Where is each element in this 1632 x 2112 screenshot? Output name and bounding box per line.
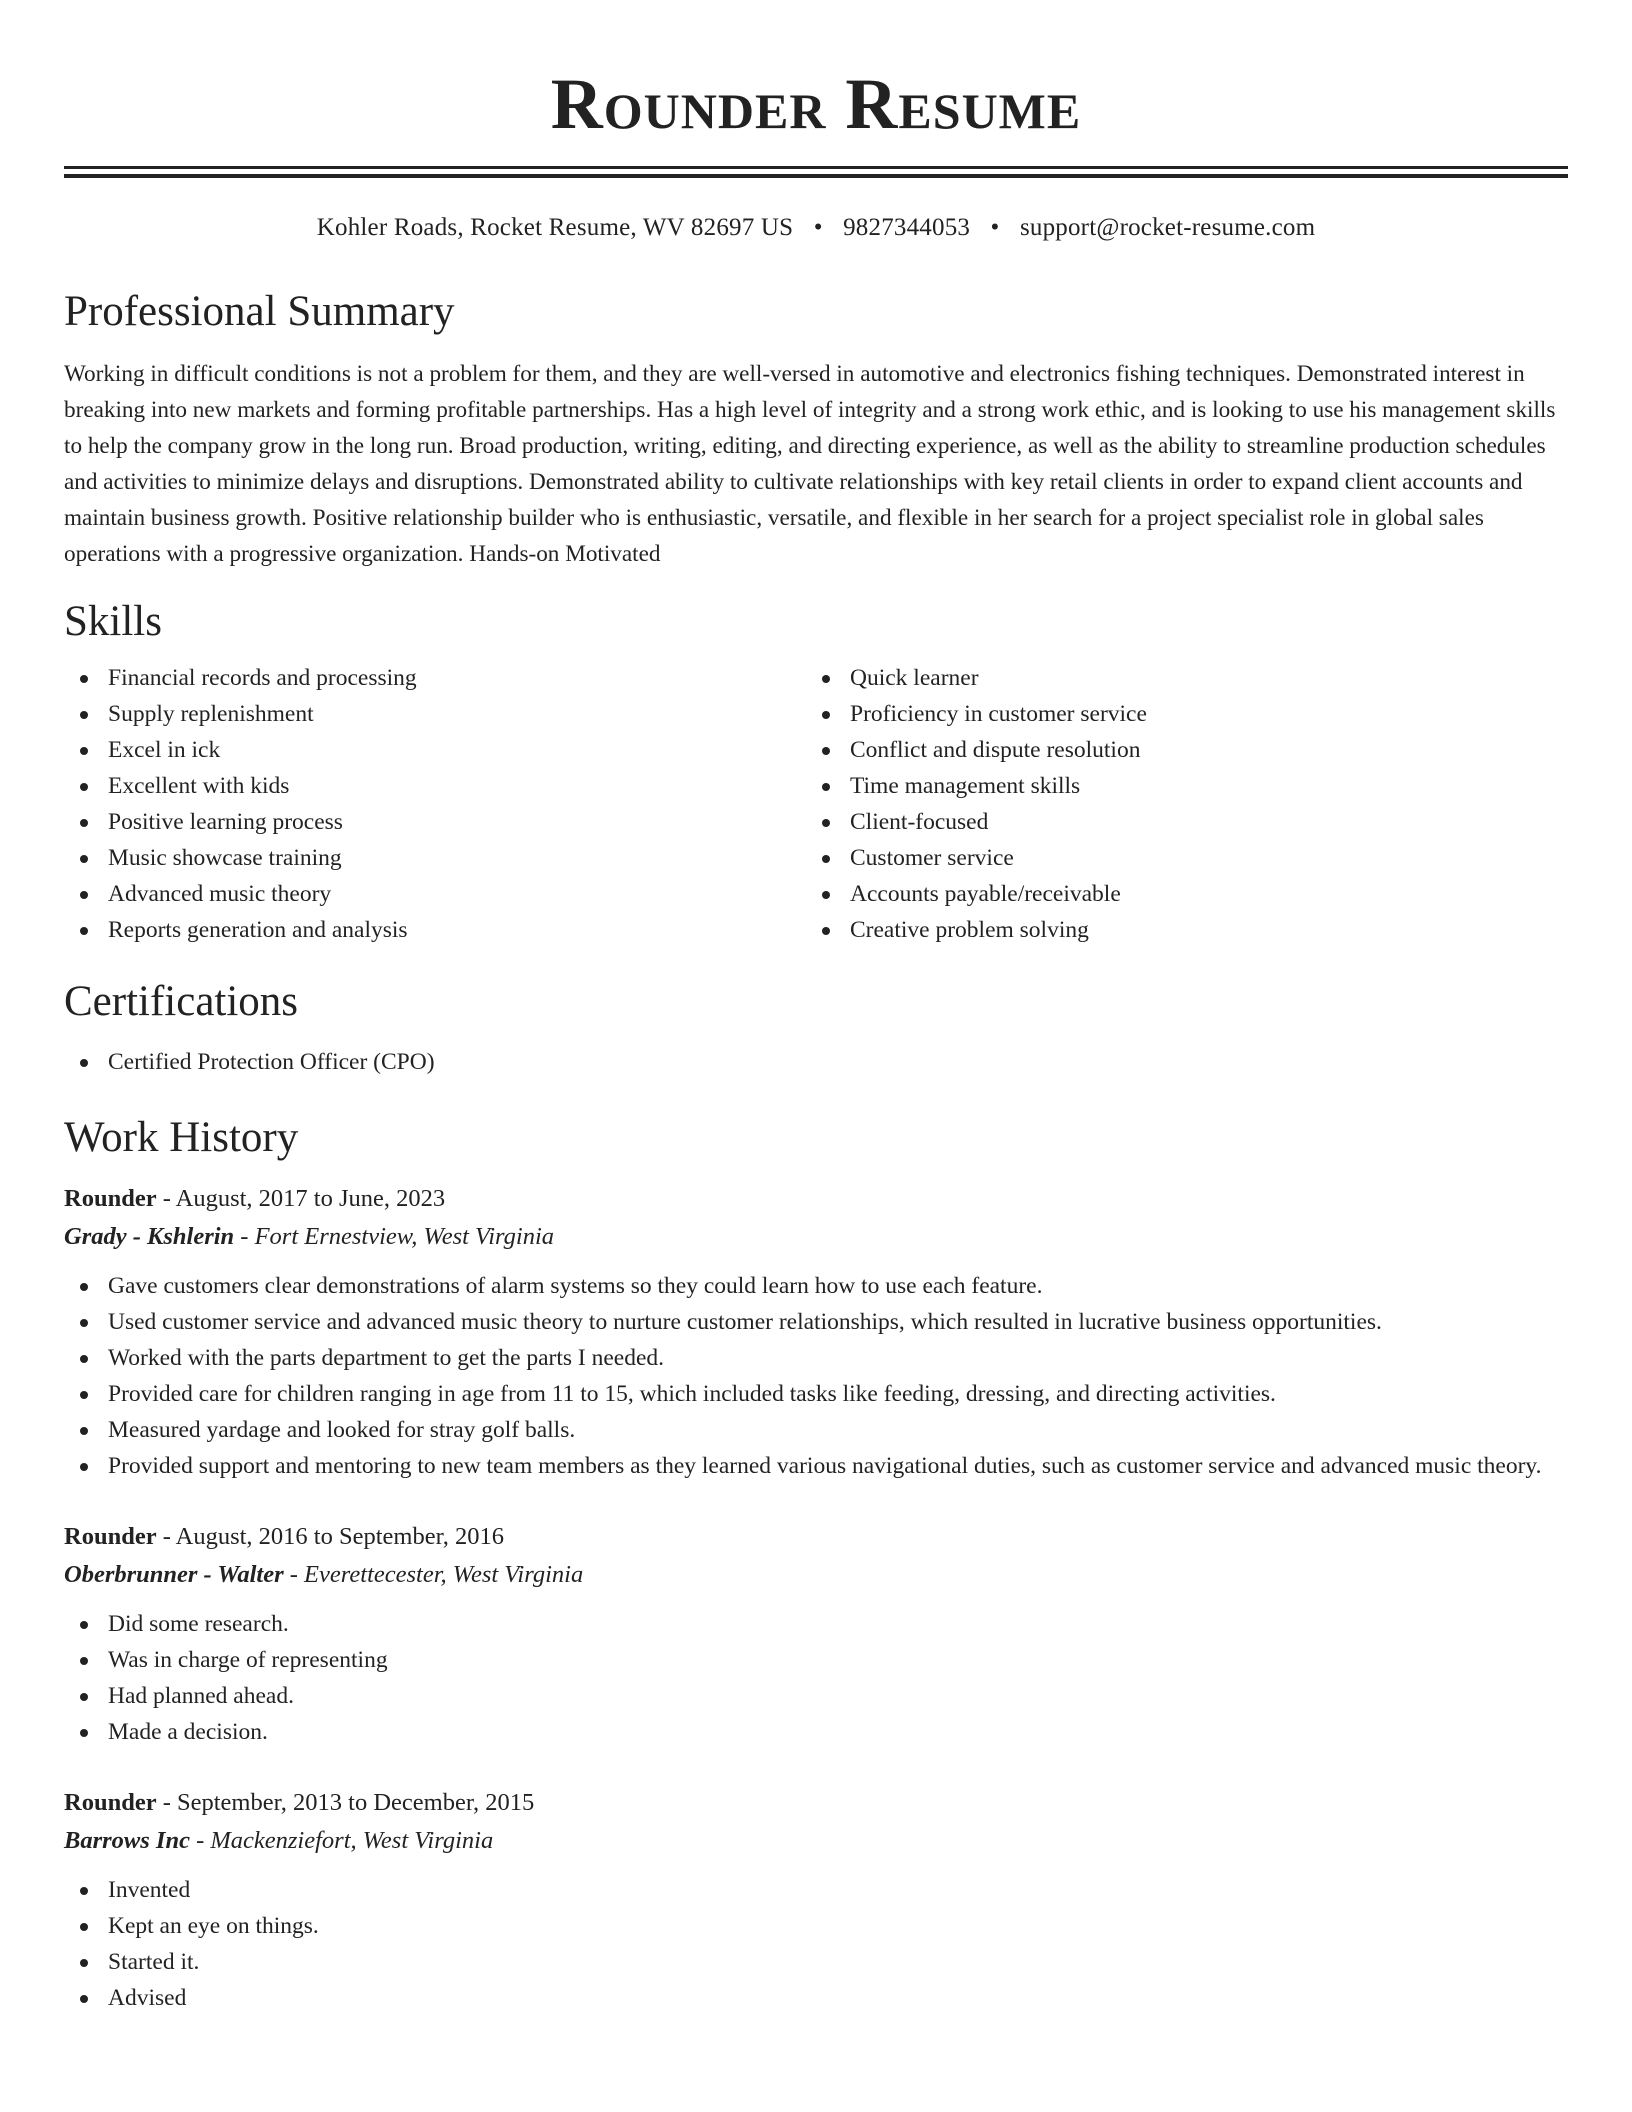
header-rule-bottom — [64, 174, 1568, 178]
resume-name: Rounder Resume — [550, 64, 1082, 144]
job-entry — [64, 1518, 1568, 1750]
job-duty: Provided care for children ranging in age from 11 to 15, which included tasks like feeding, dressing, and directing activities. — [64, 1376, 1568, 1412]
job-duty: Worked with the parts department to get the parts I needed. — [64, 1340, 1568, 1376]
skill-item: Creative problem solving — [806, 912, 1548, 948]
skill-item: Client-focused — [806, 804, 1548, 840]
job-employer — [64, 1556, 1568, 1594]
skill-item: Financial records and processing — [64, 660, 806, 696]
summary-heading: Professional Summary — [64, 288, 455, 335]
job-title: Rounder — [64, 1523, 157, 1550]
skills-left-list — [64, 660, 806, 948]
job-dates: - September, 2013 to December, 2015 — [156, 1789, 535, 1816]
skill-item: Reports generation and analysis — [64, 912, 806, 948]
contact-address: Kohler Roads, Rocket Resume, WV 82697 US — [316, 214, 794, 241]
job-duty: Advised — [64, 1980, 1568, 2016]
job-duty: Had planned ahead. — [64, 1678, 1568, 1714]
resume-content — [64, 0, 1568, 2016]
job-title: Rounder — [64, 1185, 157, 1212]
skills-heading: Skills — [64, 598, 162, 645]
job-duties-list — [64, 1872, 1568, 2016]
skill-item: Excel in ick — [64, 732, 806, 768]
skill-item: Proficiency in customer service — [806, 696, 1548, 732]
job-entry — [64, 1180, 1568, 1484]
job-location: - Mackenziefort, West Virginia — [189, 1827, 494, 1854]
contact-phone: 9827344053 — [843, 214, 971, 241]
skill-item: Quick learner — [806, 660, 1548, 696]
contact-email: support@rocket-resume.com — [1019, 214, 1316, 241]
skill-item: Supply replenishment — [64, 696, 806, 732]
contact-separator: • — [813, 214, 823, 241]
job-duties-list — [64, 1606, 1568, 1750]
job-duty: Did some research. — [64, 1606, 1568, 1642]
skill-item: Positive learning process — [64, 804, 806, 840]
job-employer — [64, 1218, 1568, 1256]
job-employer — [64, 1822, 1568, 1860]
header-rule-top — [64, 166, 1568, 169]
job-header — [64, 1518, 1568, 1556]
skill-item: Time management skills — [806, 768, 1548, 804]
job-company: Barrows Inc — [64, 1827, 190, 1854]
job-duty: Invented — [64, 1872, 1568, 1908]
job-dates: - August, 2016 to September, 2016 — [156, 1523, 505, 1550]
skill-item: Music showcase training — [64, 840, 806, 876]
job-duty: Used customer service and advanced music theory to nurture customer relationships, which resulted in lucrative business opportunities. — [64, 1304, 1568, 1340]
job-duty: Made a decision. — [64, 1714, 1568, 1750]
certifications-list — [64, 1044, 1568, 1080]
job-header — [64, 1180, 1568, 1218]
skills-right-list — [806, 660, 1548, 948]
job-location: - Everettecester, West Virginia — [283, 1561, 584, 1588]
certifications-heading: Certifications — [64, 978, 299, 1025]
skills-grid — [64, 660, 1568, 948]
job-duty: Gave customers clear demonstrations of alarm systems so they could learn how to use each feature. — [64, 1268, 1568, 1304]
job-company: Grady - Kshlerin — [64, 1223, 235, 1250]
job-duty: Was in charge of representing — [64, 1642, 1568, 1678]
job-duty: Provided support and mentoring to new team members as they learned various navigational duties, such as customer service and advanced music theory. — [64, 1448, 1568, 1484]
job-company: Oberbrunner - Walter — [64, 1561, 284, 1588]
job-header — [64, 1784, 1568, 1822]
skill-item: Conflict and dispute resolution — [806, 732, 1548, 768]
job-duty: Measured yardage and looked for stray golf balls. — [64, 1412, 1568, 1448]
work-history-heading: Work History — [64, 1114, 299, 1161]
job-duty: Started it. — [64, 1944, 1568, 1980]
contact-line — [64, 212, 1568, 244]
contact-separator: • — [990, 214, 1000, 241]
skill-item: Accounts payable/receivable — [806, 876, 1548, 912]
skill-item: Customer service — [806, 840, 1548, 876]
certification-item: Certified Protection Officer (CPO) — [64, 1044, 1568, 1080]
job-title: Rounder — [64, 1789, 157, 1816]
job-location: - Fort Ernestview, West Virginia — [234, 1223, 554, 1250]
summary-text: Working in difficult conditions is not a problem for them, and they are well-versed in automotive and electronics fishing techniques. Demonstrated interest in breaking into new markets and forming profitable partnerships. Has a high level of integrity and a strong work ethic, and is looking to use his management skills to help the company grow in the long run. Broad production, writing, editing, and directing experience, as well as the ability to streamline production schedules and activities to minimize delays and disruptions. Demonstrated ability to cultivate relationships with key retail clients in order to expand client accounts and maintain business growth. Positive relationship builder who is enthusiastic, versatile, and flexible in her search for a project specialist role in global sales operations with a progressive organization. Hands-on Motivated — [64, 361, 1556, 567]
skill-item: Advanced music theory — [64, 876, 806, 912]
skill-item: Excellent with kids — [64, 768, 806, 804]
job-duties-list — [64, 1268, 1568, 1484]
job-duty: Kept an eye on things. — [64, 1908, 1568, 1944]
job-dates: - August, 2017 to June, 2023 — [156, 1185, 446, 1212]
job-entry — [64, 1784, 1568, 2016]
